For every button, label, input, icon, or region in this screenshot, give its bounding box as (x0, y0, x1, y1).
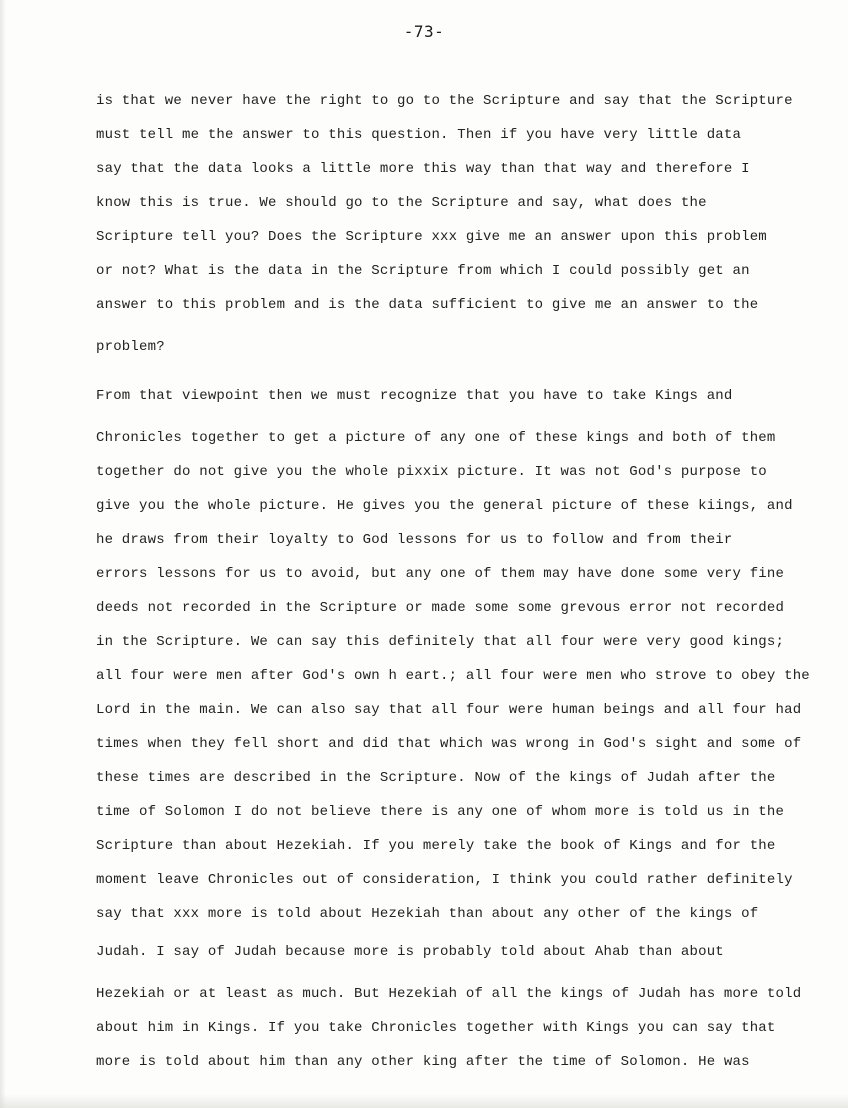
text-line: From that viewpoint then we must recognize that you have to take Kings and (96, 388, 733, 404)
text-line: more is told about him than any other king after the time of Solomon. He was (96, 1054, 750, 1070)
text-line: in the Scripture. We can say this definitely that all four were very good kings; (96, 634, 785, 650)
text-line: these times are described in the Scripture. Now of the kings of Judah after the (96, 770, 776, 786)
text-line: deeds not recorded in the Scripture or made some some grevous error not recorded (96, 600, 785, 616)
text-line: Hezekiah or at least as much. But Hezekiah of all the kings of Judah has more told (96, 986, 802, 1002)
text-line: answer to this problem and is the data sufficient to give me an answer to the (96, 297, 759, 313)
text-line: errors lessons for us to avoid, but any one of them may have done some very fine (96, 566, 785, 582)
text-line: together do not give you the whole pixxix picture. It was not God's purpose to (96, 464, 767, 480)
text-line: know this is true. We should go to the Scripture and say, what does the (96, 195, 707, 211)
text-line: Judah. I say of Judah because more is probably told about Ahab than about (96, 944, 724, 960)
text-line: time of Solomon I do not believe there is any one of whom more is told us in the (96, 804, 785, 820)
text-line: say that the data looks a little more this way than that way and therefore I (96, 161, 750, 177)
text-line: Chronicles together to get a picture of any one of these kings and both of them (96, 430, 776, 446)
text-line: moment leave Chronicles out of consideration, I think you could rather definitely (96, 872, 793, 888)
text-line: must tell me the answer to this question. Then if you have very little data (96, 127, 742, 143)
text-line: all four were men after God's own h eart.; all four were men who strove to obey the (96, 668, 810, 684)
text-line: times when they fell short and did that which was wrong in God's sight and some of (96, 736, 802, 752)
page-number: -73- (403, 22, 445, 41)
text-line: he draws from their loyalty to God lessons for us to follow and from their (96, 532, 733, 548)
text-line: Lord in the main. We can also say that all four were human beings and all four had (96, 702, 802, 718)
text-line: say that xxx more is told about Hezekiah than about any other of the kings of (96, 906, 759, 922)
text-line: about him in Kings. If you take Chronicles together with Kings you can say that (96, 1020, 776, 1036)
text-line: Scripture than about Hezekiah. If you merely take the book of Kings and for the (96, 838, 776, 854)
page-shadow-bottom (0, 1094, 848, 1108)
text-line: problem? (96, 339, 165, 355)
text-line: Scripture tell you? Does the Scripture xxx give me an answer upon this problem (96, 229, 767, 245)
text-line: or not? What is the data in the Scripture from which I could possibly get an (96, 263, 750, 279)
text-line: is that we never have the right to go to the Scripture and say that the Scripture (96, 93, 793, 109)
page-shadow-left (0, 0, 6, 1108)
text-line: give you the whole picture. He gives you the general picture of these kiings, and (96, 498, 793, 514)
